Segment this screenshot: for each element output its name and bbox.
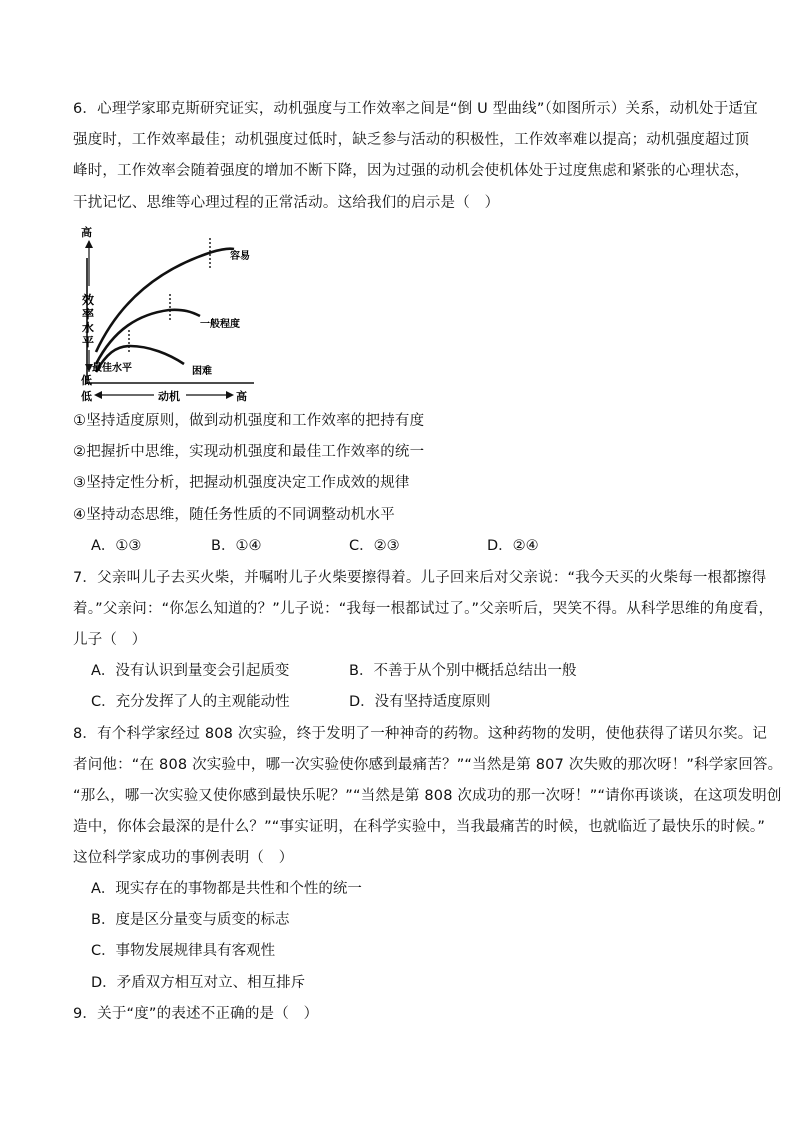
q8-stem-line: 8．有个科学家经过 808 次实验，终于发明了一种神奇的药物。这种药物的发明，使他获得了诺贝尔奖。记 <box>73 726 768 742</box>
inverted-u-figure <box>74 224 260 404</box>
q6-option-a[interactable]: A．①③ <box>91 538 142 554</box>
q8-option-a[interactable]: A．现实存在的事物都是共性和个性的统一 <box>91 881 362 897</box>
y-axis-label-1: 效 <box>82 293 95 307</box>
y-axis-label-3: 水 <box>82 321 95 335</box>
q7-option-d[interactable]: D．没有坚持适度原则 <box>349 694 491 710</box>
q8-option-c[interactable]: C．事物发展规律具有客观性 <box>91 943 276 959</box>
q7-option-a[interactable]: A．没有认识到量变会引起质变 <box>91 663 290 679</box>
q8-option-d[interactable]: D．矛盾双方相互对立、相互排斥 <box>91 975 306 991</box>
q6-stem-line: 峰时，工作效率会随着强度的增加不断下降，因为过强的动机会使机体处于过度焦虑和紧张的心理状态， <box>73 163 750 179</box>
q6-statement-1: ①坚持适度原则，做到动机强度和工作效率的把持有度 <box>73 413 425 429</box>
q8-stem-line: 这位科学家成功的事例表明（ ） <box>73 850 294 866</box>
q6-statement-4: ④坚持动态思维，随任务性质的不同调整动机水平 <box>73 507 395 523</box>
y-axis-label-2: 率 <box>82 307 95 321</box>
q8-option-b[interactable]: B．度是区分量变与质变的标志 <box>91 912 290 928</box>
q8-stem-line: 者问他：“在 808 次实验中，哪一次实验使你感到最痛苦？”“当然是第 807 次失败的那次呀！”科学家回答。 <box>73 757 783 773</box>
q6-stem-line: 6．心理学家耶克斯研究证实，动机强度与工作效率之间是“倒 U 型曲线”（如图所示）关系，动机处于适宜 <box>73 101 758 117</box>
q7-option-c[interactable]: C．充分发挥了人的主观能动性 <box>91 694 290 710</box>
q6-option-c[interactable]: C．②③ <box>349 538 400 554</box>
q6-statement-3: ③坚持定性分析，把握动机强度决定工作成效的规律 <box>73 475 410 491</box>
q8-stem-line: “那么，哪一次实验又使你感到最快乐呢？”“当然是第 808 次成功的那一次呀！”“请你再谈谈，在这项发明创 <box>73 788 782 804</box>
label-hard: 困难 <box>192 366 212 377</box>
label-medium: 一般程度 <box>200 319 240 330</box>
y-axis-high-label: 高 <box>81 226 92 239</box>
y-axis-low-label: 低 <box>81 374 92 387</box>
curve-medium <box>96 310 200 364</box>
q7-stem-line: 着。”父亲问：“你怎么知道的？”儿子说：“我每一根都试过了。”父亲听后，哭笑不得。从科学思维的角度看， <box>73 601 774 617</box>
y-axis-label-4: 平 <box>82 335 95 349</box>
q7-stem-line: 7．父亲叫儿子去买火柴，并嘱咐儿子火柴要擦得着。儿子回来后对父亲说：“我今天买的火柴每一根都擦得 <box>73 570 767 586</box>
label-optimal: 最佳水平 <box>92 363 132 374</box>
q9-stem-line: 9．关于“度”的表述不正确的是（ ） <box>73 1006 319 1022</box>
x-axis-label: 动机 <box>158 390 180 403</box>
x-axis-high-label: 高 <box>236 390 247 403</box>
q7-option-b[interactable]: B．不善于从个别中概括总结出一般 <box>349 663 577 679</box>
q6-statement-2: ②把握折中思维，实现动机强度和最佳工作效率的统一 <box>73 444 425 460</box>
q6-option-b[interactable]: B．①④ <box>211 538 262 554</box>
label-easy: 容易 <box>230 251 250 262</box>
q7-stem-line: 儿子（ ） <box>73 632 147 648</box>
q8-stem-line: 造中，你体会最深的是什么？”“事实证明，在科学实验中，当我最痛苦的时候，也就临近了最快乐的时候。” <box>73 819 766 835</box>
q6-stem-line: 干扰记忆、思维等心理过程的正常活动。这给我们的启示是（ ） <box>73 195 500 211</box>
q6-stem-line: 强度时，工作效率最佳；动机强度过低时，缺乏参与活动的积极性，工作效率难以提高；动机强度超过顶 <box>73 132 750 148</box>
q6-option-d[interactable]: D．②④ <box>487 538 539 554</box>
x-axis-low-label: 低 <box>81 390 92 403</box>
